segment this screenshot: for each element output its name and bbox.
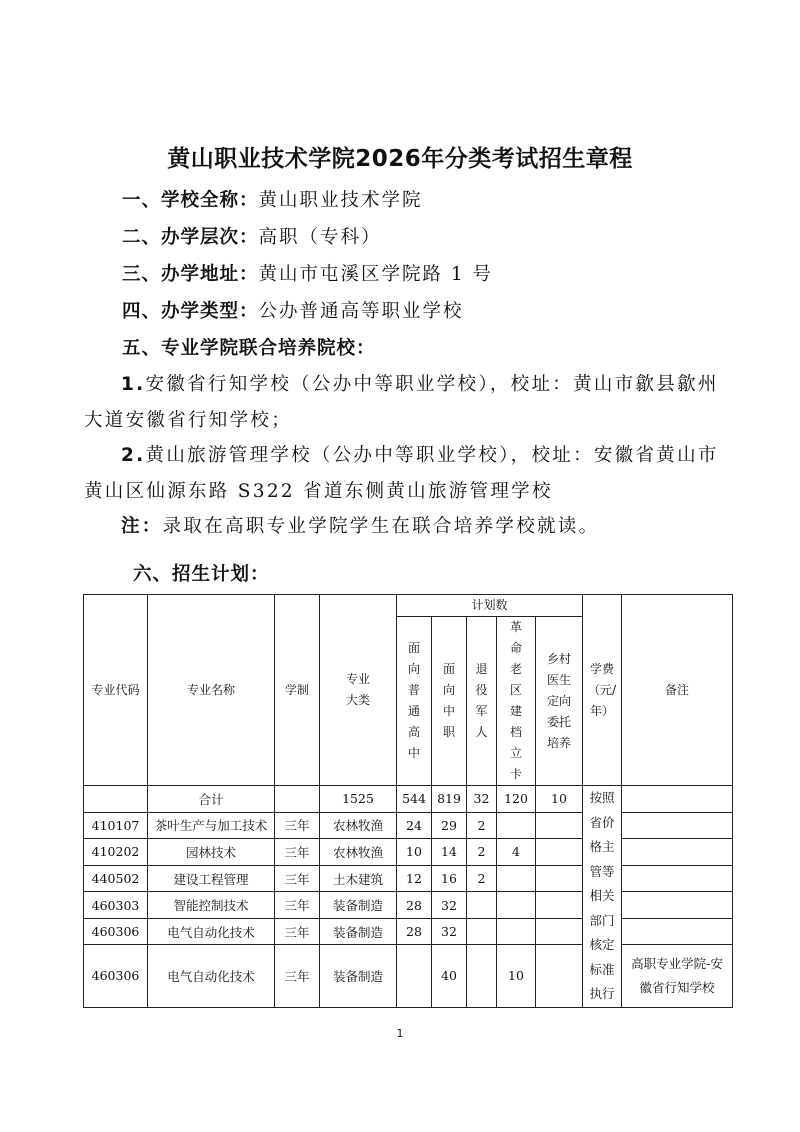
header-plan-group: 计划数 (397, 595, 583, 617)
header-text: 面向普通高中 (407, 641, 420, 760)
row-duration: 三年 (275, 812, 320, 839)
table-cell (275, 786, 320, 813)
row-plan-cell: 32 (432, 918, 467, 945)
row-remark: 高职专业学院-安徽省行知学校 (622, 945, 733, 1007)
total-plan-cell: 120 (497, 786, 536, 813)
section-partners (122, 334, 376, 360)
total-plan-cell: 544 (397, 786, 432, 813)
section-value: 公办普通高等职业学校 (258, 301, 464, 322)
row-plan-cell: 28 (397, 918, 432, 945)
plan-heading-text: 六、招生计划： (133, 564, 270, 585)
row-name: 智能控制技术 (148, 892, 275, 919)
row-plan-cell: 28 (397, 892, 432, 919)
note-label: 注： (121, 516, 163, 537)
partner-school-2 (84, 438, 724, 510)
row-plan-cell: 10 (497, 945, 536, 1007)
header-text: 退役军人 (475, 662, 488, 739)
total-plan-cell: 819 (432, 786, 467, 813)
row-duration: 三年 (275, 892, 320, 919)
row-category: 农林牧渔 (320, 812, 397, 839)
row-remark (622, 865, 733, 892)
row-plan-cell (536, 865, 583, 892)
section-level (122, 223, 382, 249)
row-plan-cell: 2 (467, 812, 497, 839)
section-address (122, 260, 493, 286)
document-title: 黄山职业技术学院2026年分类考试招生章程 (167, 146, 633, 172)
list-number: 2. (121, 445, 146, 466)
section-value: 高职（专科） (258, 227, 382, 248)
row-plan-cell (467, 918, 497, 945)
table-row (84, 945, 733, 1007)
row-plan-cell (536, 918, 583, 945)
row-plan-cell: 12 (397, 865, 432, 892)
total-plan-cell: 32 (467, 786, 497, 813)
header-remark: 备注 (622, 595, 733, 786)
section-label: 二、办学层次： (122, 227, 259, 248)
row-plan-cell (467, 945, 497, 1007)
row-plan-cell (467, 892, 497, 919)
row-plan-cell (536, 892, 583, 919)
fee-cell (583, 786, 622, 1008)
section-label: 一、学校全称： (122, 190, 259, 211)
section-label: 五、专业学院联合培养院校： (122, 338, 376, 359)
plan-heading (133, 560, 270, 586)
row-remark (622, 839, 733, 866)
row-name: 建设工程管理 (148, 865, 275, 892)
header-fee (583, 595, 622, 786)
note (84, 509, 724, 545)
row-name: 电气自动化技术 (148, 918, 275, 945)
row-plan-cell (497, 918, 536, 945)
partner-school-1 (84, 367, 724, 439)
row-name: 园林技术 (148, 839, 275, 866)
header-plan-general-hs (397, 617, 432, 786)
header-name: 专业名称 (148, 595, 275, 786)
table-row (84, 892, 733, 919)
section-label: 四、办学类型： (122, 301, 259, 322)
row-plan-cell: 29 (432, 812, 467, 839)
row-remark (622, 892, 733, 919)
row-remark (622, 918, 733, 945)
row-plan-cell (536, 839, 583, 866)
section-value: 黄山市屯溪区学院路 1 号 (258, 264, 494, 285)
note-text: 录取在高职专业学院学生在联合培养学校就读。 (162, 516, 600, 537)
row-plan-cell: 24 (397, 812, 432, 839)
row-plan-cell: 10 (397, 839, 432, 866)
row-category: 农林牧渔 (320, 839, 397, 866)
table-row (84, 865, 733, 892)
row-plan-cell (497, 812, 536, 839)
total-label: 合计 (148, 786, 275, 813)
partner-school-text: 安徽省行知学校（公办中等职业学校），校址：黄山市歙县歙州大道安徽省行知学校； (84, 374, 719, 431)
row-duration: 三年 (275, 839, 320, 866)
row-code: 460303 (84, 892, 148, 919)
header-text: 面向中职 (442, 662, 455, 739)
row-plan-cell: 4 (497, 839, 536, 866)
row-category: 装备制造 (320, 892, 397, 919)
section-label: 三、办学地址： (122, 264, 259, 285)
row-plan-cell (497, 892, 536, 919)
header-plan-vocational (432, 617, 467, 786)
section-school-name (122, 186, 423, 212)
row-code: 410107 (84, 812, 148, 839)
fee-text: 按照省价格主管等相关部门核定标准执行 (589, 790, 615, 1001)
row-plan-cell: 2 (467, 865, 497, 892)
table-row (84, 918, 733, 945)
table-row (84, 839, 733, 866)
enrollment-plan-table (83, 594, 733, 1008)
row-plan-cell: 2 (467, 839, 497, 866)
row-code: 460306 (84, 918, 148, 945)
row-code: 460306 (84, 945, 148, 1007)
row-name: 茶叶生产与加工技术 (148, 812, 275, 839)
header-category-text: 专业大类 (345, 672, 370, 707)
row-category: 装备制造 (320, 918, 397, 945)
row-category: 装备制造 (320, 945, 397, 1007)
row-plan-cell (536, 812, 583, 839)
row-code: 440502 (84, 865, 148, 892)
total-row (84, 786, 733, 813)
total-plan-cell: 10 (536, 786, 583, 813)
header-category (320, 595, 397, 786)
row-category: 土木建筑 (320, 865, 397, 892)
row-duration: 三年 (275, 945, 320, 1007)
header-code: 专业代码 (84, 595, 148, 786)
row-plan-cell: 16 (432, 865, 467, 892)
row-plan-cell: 32 (432, 892, 467, 919)
row-code: 410202 (84, 839, 148, 866)
header-text: 乡村医生定向委托培养 (546, 651, 571, 750)
row-duration: 三年 (275, 918, 320, 945)
table-cell (84, 786, 148, 813)
row-plan-cell (536, 945, 583, 1007)
page-number: 1 (396, 1027, 404, 1040)
section-type (122, 297, 464, 323)
row-plan-cell (397, 945, 432, 1007)
header-fee-text: 学费（元/年） (587, 661, 617, 718)
row-name: 电气自动化技术 (148, 945, 275, 1007)
row-plan-cell: 14 (432, 839, 467, 866)
header-plan-veterans (467, 617, 497, 786)
table-cell (622, 786, 733, 813)
section-value: 黄山职业技术学院 (258, 190, 423, 211)
header-text: 革命老区建档立卡 (509, 620, 522, 781)
row-remark (622, 812, 733, 839)
partner-school-text: 黄山旅游管理学校（公办中等职业学校），校址：安徽省黄山市黄山区仙源东路 S322 省道东侧黄山旅游管理学校 (84, 445, 719, 502)
total-value: 1525 (320, 786, 397, 813)
row-duration: 三年 (275, 865, 320, 892)
row-plan-cell (497, 865, 536, 892)
header-plan-old-revolutionary (497, 617, 536, 786)
list-number: 1. (121, 374, 146, 395)
row-plan-cell: 40 (432, 945, 467, 1007)
header-plan-rural-doctor (536, 617, 583, 786)
header-row-1 (84, 595, 733, 617)
table-row (84, 812, 733, 839)
header-duration: 学制 (275, 595, 320, 786)
